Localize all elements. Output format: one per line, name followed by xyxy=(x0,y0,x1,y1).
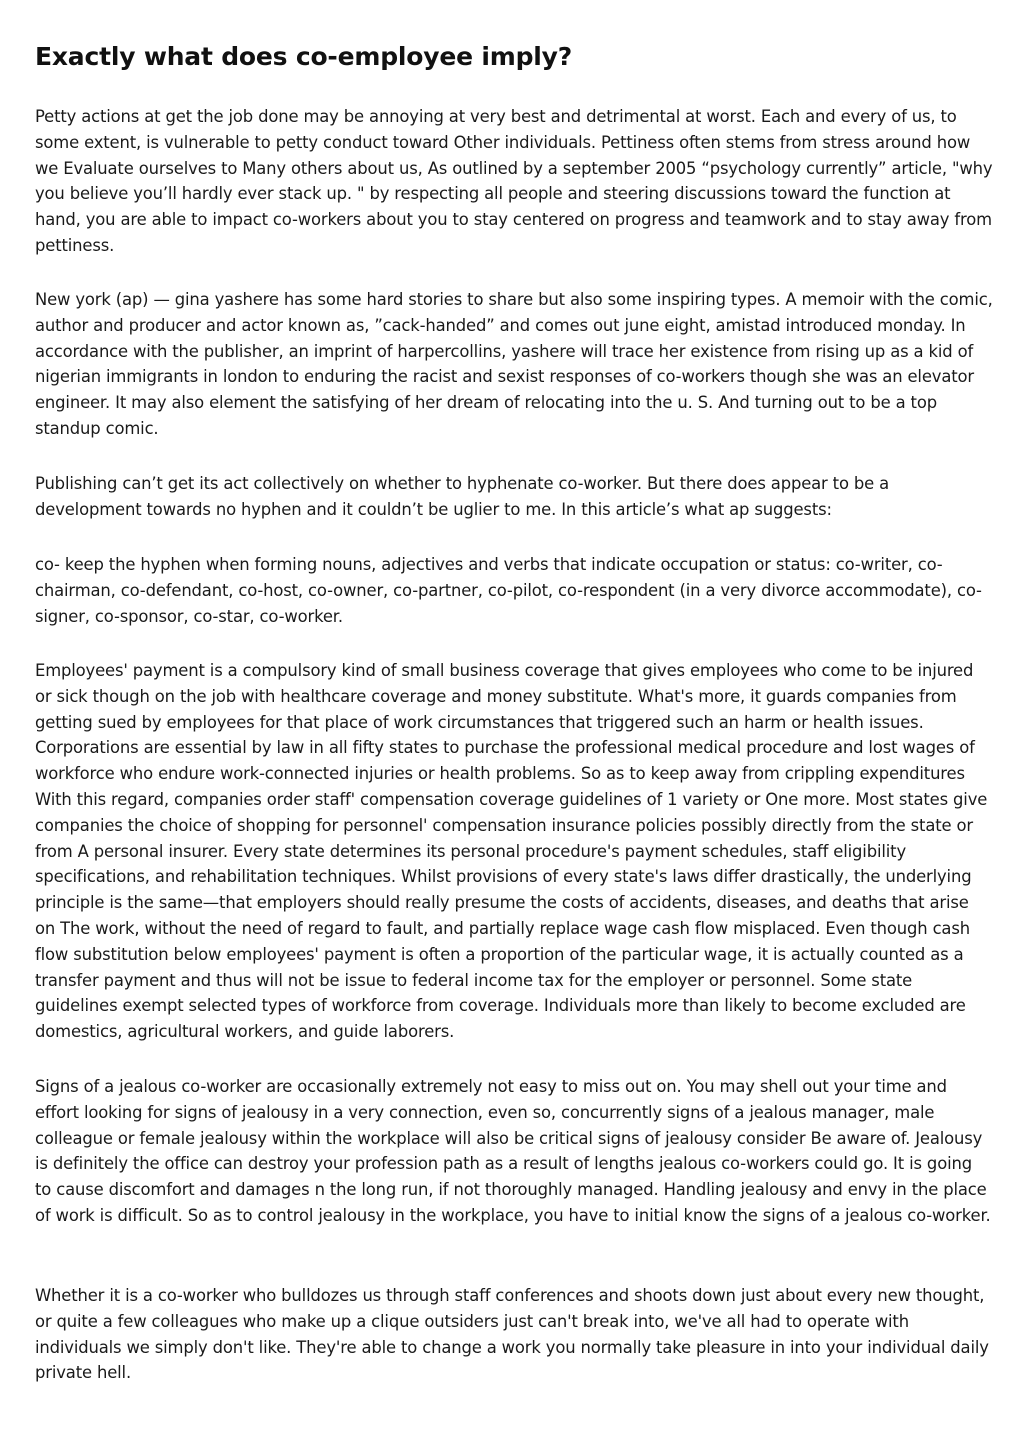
paragraph-jealous-coworker: Signs of a jealous co-worker are occasionally extremely not easy to miss out on. You may shell out your time and effort looking for signs of jealousy in a very connection, even so, concurrently signs of a jealous manager, male colleague or female jealousy within the workplace will also be critical signs of jealousy consider Be aware of. Jealousy is definitely the office can destroy your profession path as a result of lengths jealous co-workers could go. It is going to cause discomfort and damages n the long run, if not thoroughly managed. Handling jealousy and envy in the place of work is difficult. So as to control jealousy in the workplace, you have to initial know the signs of a jealous co-worker. xyxy=(35,1077,991,1225)
paragraph-memoir: New york (ap) — gina yashere has some hard stories to share but also some inspiring types. A memoir with the comic, author and producer and actor known as, ”cack-handed” and comes out june eight, amistad introduced monday. In accordance with the publisher, an imprint of harpercollins, yashere will trace her existence from rising up as a kid of nigerian immigrants in london to enduring the racist and sexist responses of co-workers though she was an elevator engineer. It may also element the satisfying of her dream of relocating into the u. S. And turning out to be a top standup comic. xyxy=(35,290,993,438)
article xyxy=(35,0,993,1383)
paragraph-ap-style-rule: co- keep the hyphen when forming nouns, adjectives and verbs that indicate occupation or status: co-writer, co-chairman, co-defendant, co-host, co-owner, co-partner, co-pilot, co-respondent (in a very divorce accommodate), co-signer, co-sponsor, co-star, co-worker. xyxy=(35,555,982,626)
paragraph-workers-compensation: Employees' payment is a compulsory kind of small business coverage that gives employees who come to be injured or sick though on the job with healthcare coverage and money substitute. What's more, it guards companies from getting sued by employees for that place of work circumstances that triggered such an harm or health issues. Corporations are essential by law in all fifty states to purchase the professional medical procedure and lost wages of workforce who endure work-connected injuries or health problems. So as to keep away from crippling expenditures With this regard, companies order staff' compensation coverage guidelines of 1 variety or One more. Most states give companies the choice of shopping for personnel' compensation insurance policies possibly directly from the state or from A personal insurer. Every state determines its personal procedure's payment schedules, staff eligibility specifications, and rehabilitation techniques. Whilst provisions of every state's laws differ drastically, the underlying principle is the same—that employers should really presume the costs of accidents, diseases, and deaths that arise on The work, without the need of regard to fault, and partially replace wage cash flow misplaced. Even though cash flow substitution below employees' payment is often a proportion of the particular wage, it is actually counted as a transfer payment and thus will not be issue to federal income tax for the employer or personnel. Some state guidelines exempt selected types of workforce from coverage. Individuals more than likely to become excluded are domestics, agricultural workers, and guide laborers. xyxy=(35,661,988,1042)
paragraph-pettiness: Petty actions at get the job done may be annoying at very best and detrimental at worst. Each and every of us, to some extent, is vulnerable to petty conduct toward Other individuals. Pettiness often stems from stress around how we Evaluate ourselves to Many others about us, As outlined by a september 2005 “psychology currently” article, "why you believe you’ll hardly ever stack up. " by respecting all people and steering discussions toward the function at hand, you are able to impact co-workers about you to stay centered on progress and teamwork and to stay away from pettiness. xyxy=(35,107,993,255)
article-title: Exactly what does co-employee imply? xyxy=(35,42,573,71)
paragraph-difficult-colleagues: Whether it is a co-worker who bulldozes us through staff conferences and shoots down just about every new thought, or quite a few colleagues who make up a clique outsiders just can't break into, we've all had to operate with individuals we simply don't like. They're able to change a work you normally take pleasure in into your individual daily private hell. xyxy=(35,1286,989,1383)
paragraph-hyphenation: Publishing can’t get its act collectively on whether to hyphenate co-worker. But there does appear to be a development towards no hyphen and it couldn’t be uglier to me. In this article’s what ap suggests: xyxy=(35,474,890,519)
